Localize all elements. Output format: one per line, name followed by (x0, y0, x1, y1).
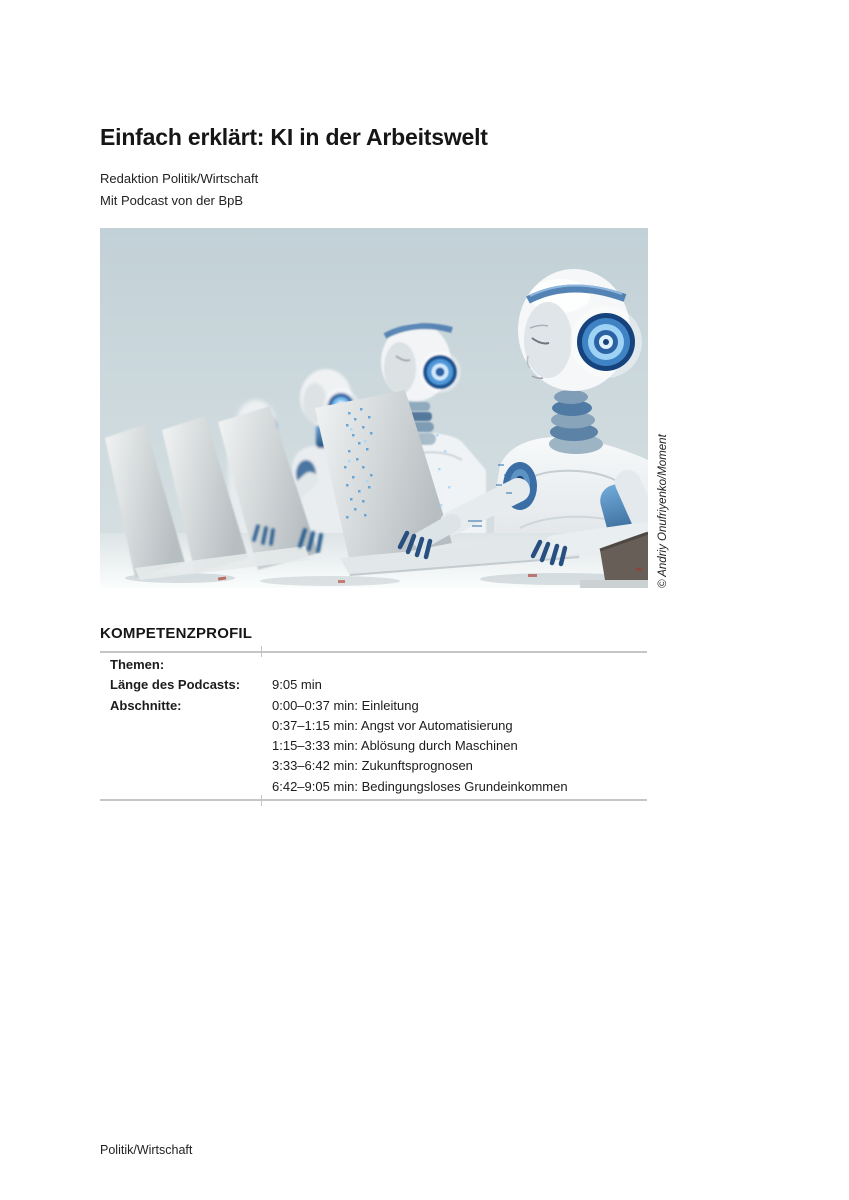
byline-podcast: Mit Podcast von der BpB (100, 193, 244, 208)
column-divider-tick-bottom (261, 795, 262, 806)
row-label: Länge des Podcasts: (110, 677, 241, 693)
table-row-themen (100, 655, 647, 675)
byline-redaktion: Redaktion Politik/Wirtschaft (100, 171, 259, 186)
kompetenzprofil-heading: KOMPETENZPROFIL (100, 625, 253, 642)
abschnitt-line: 0:00–0:37 min: Einleitung (272, 697, 419, 713)
row-value: 9:05 min (272, 677, 322, 693)
column-divider-tick-top (261, 646, 262, 657)
table-row-laenge (100, 675, 647, 695)
hero-image (100, 228, 648, 588)
abschnitt-line: 6:42–9:05 min: Bedingungsloses Grundeinkommen (272, 778, 568, 794)
page-title: Einfach erklärt: KI in der Arbeitswelt (100, 124, 488, 150)
abschnitt-line: 0:37–1:15 min: Angst vor Automatisierung (272, 717, 513, 733)
row-label: Themen: (110, 657, 165, 672)
footer-section-label: Politik/Wirtschaft (100, 1143, 193, 1157)
photo-credit: © Andriy Onufriyenko/Moment (657, 434, 669, 588)
abschnitt-line: 3:33–6:42 min: Zukunftsprognosen (272, 758, 473, 774)
robots-illustration (100, 228, 648, 588)
abschnitt-line: 1:15–3:33 min: Ablösung durch Maschinen (272, 738, 518, 754)
row-value-list (272, 696, 568, 797)
table-row-abschnitte (100, 696, 647, 797)
kompetenzprofil-table (100, 651, 647, 801)
row-label: Abschnitte: (110, 697, 182, 713)
